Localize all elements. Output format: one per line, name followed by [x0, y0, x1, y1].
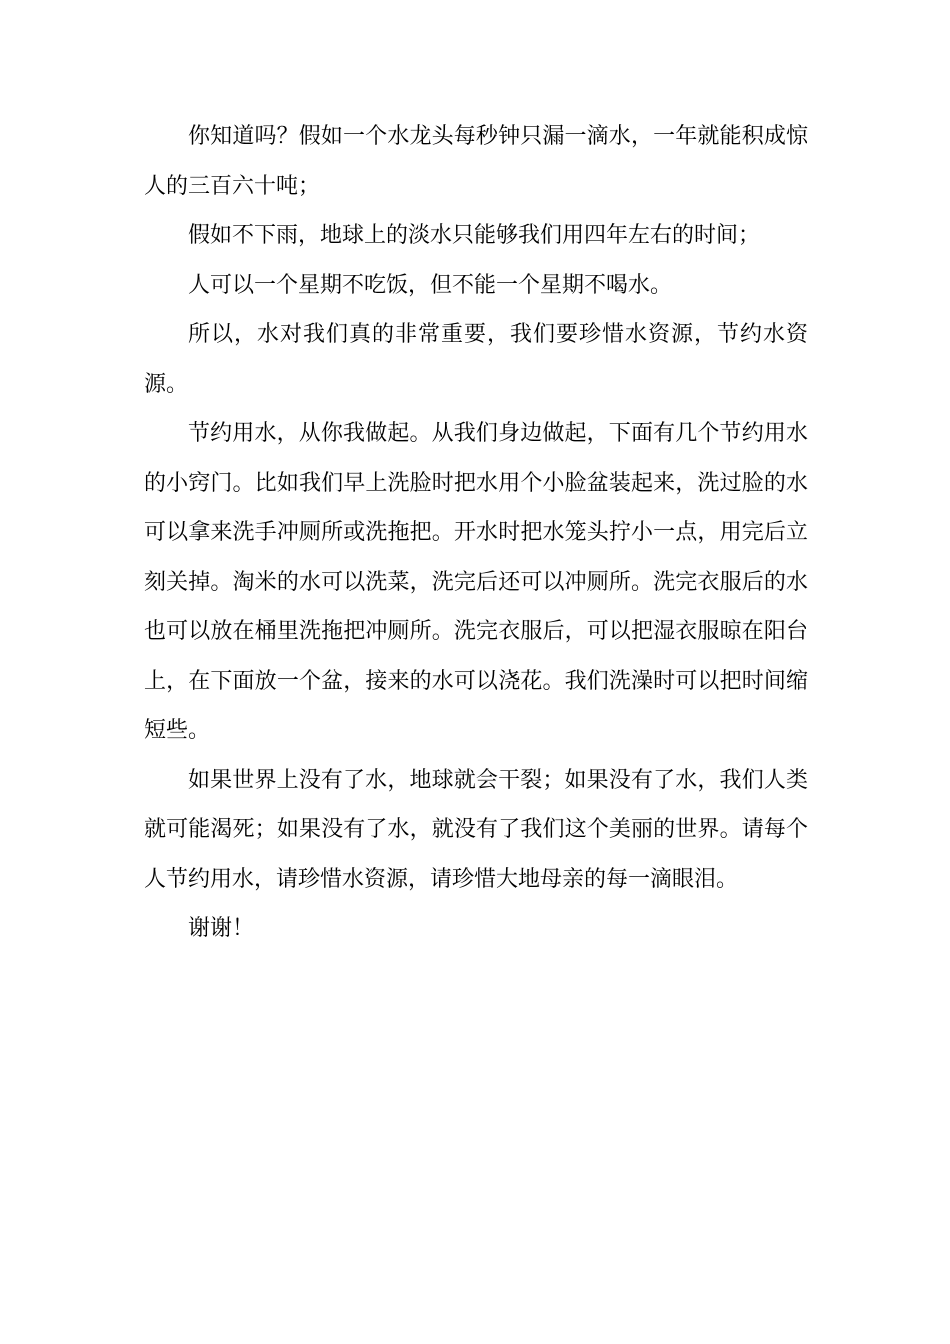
- paragraph-thanks: 谢谢！: [188, 916, 255, 941]
- paragraph-world-without-water: 如果世界上没有了水，地球就会干裂；如果没有了水，我们人类就可能渴死；如果没有了水，就没有了我们这个美丽的世界。请每个人节约用水，请珍惜水资源，请珍惜大地母亲的每一滴眼泪。: [144, 767, 808, 892]
- paragraph-saving-tips: 节约用水，从你我做起。从我们身边做起，下面有几个节约用水的小窍门。比如我们早上洗脸时把水用个小脸盆装起来，洗过脸的水可以拿来洗手冲厕所或洗拖把。开水时把水笼头拧小一点，用完后立刻关掉。淘米的水可以洗菜，洗完后还可以冲厕所。洗完衣服后的水也可以放在桶里洗拖把冲厕所。洗完衣服后，可以把湿衣服晾在阳台上，在下面放一个盆，接来的水可以浇花。我们洗澡时可以把时间缩短些。: [144, 421, 808, 743]
- paragraph-no-water-week: 人可以一个星期不吃饭，但不能一个星期不喝水。: [188, 272, 673, 298]
- paragraph-dripping-faucet: 你知道吗？假如一个水龙头每秒钟只漏一滴水，一年就能积成惊人的三百六十吨；: [144, 124, 808, 199]
- paragraph-no-rain: 假如不下雨，地球上的淡水只能够我们用四年左右的时间；: [188, 223, 761, 248]
- paragraph-water-important: 所以，水对我们真的非常重要，我们要珍惜水资源，节约水资源。: [144, 322, 808, 397]
- document-body: [144, 112, 808, 954]
